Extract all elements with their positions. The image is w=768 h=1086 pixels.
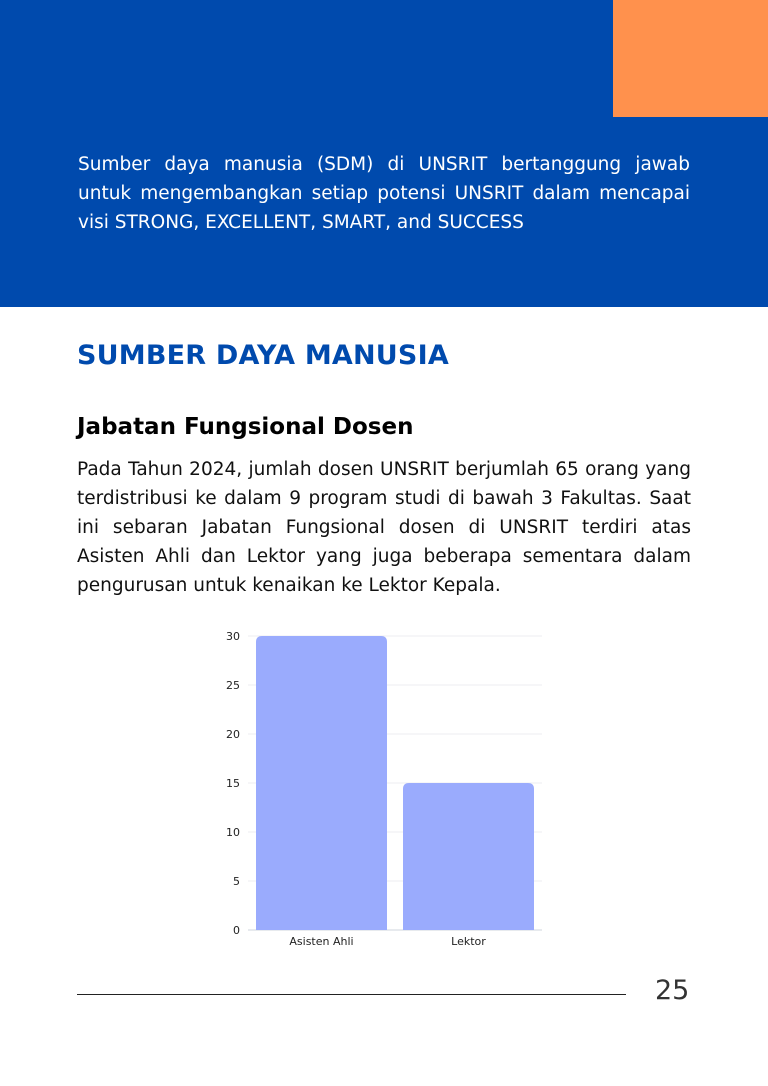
subheading: Jabatan Fungsional Dosen xyxy=(77,414,414,440)
y-tick-label: 30 xyxy=(226,630,240,643)
y-tick-label: 0 xyxy=(233,924,240,937)
footer-divider xyxy=(77,994,626,995)
body-paragraph: Pada Tahun 2024, jumlah dosen UNSRIT berjumlah 65 orang yang terdistribusi ke dalam 9 program studi di bawah 3 Fakultas. Saat ini sebaran Jabatan Fungsional dosen di UNSRIT terdiri atas Asisten Ahli dan Lektor yang juga beberapa sementara dalam pengurusan untuk kenaikan ke Lektor Kepala. xyxy=(77,459,691,596)
y-tick-label: 20 xyxy=(226,728,240,741)
x-tick-label: Asisten Ahli xyxy=(289,935,354,948)
page-number: 25 xyxy=(655,975,690,1006)
y-tick-label: 25 xyxy=(226,679,240,692)
x-tick-label: Lektor xyxy=(451,935,486,948)
y-tick-label: 15 xyxy=(226,777,240,790)
bar-lektor xyxy=(403,783,534,930)
bar-asisten-ahli xyxy=(256,636,387,930)
accent-block xyxy=(613,0,768,117)
intro-text: Sumber daya manusia (SDM) di UNSRIT bertanggung jawab untuk mengembangkan setiap potensi UNSRIT dalam mencapai visi STRONG, EXCELLENT, SMART, and SUCCESS xyxy=(78,154,690,233)
y-tick-label: 5 xyxy=(233,875,240,888)
bar-chart xyxy=(210,622,555,952)
section-title: SUMBER DAYA MANUSIA xyxy=(77,340,449,371)
y-tick-label: 10 xyxy=(226,826,240,839)
